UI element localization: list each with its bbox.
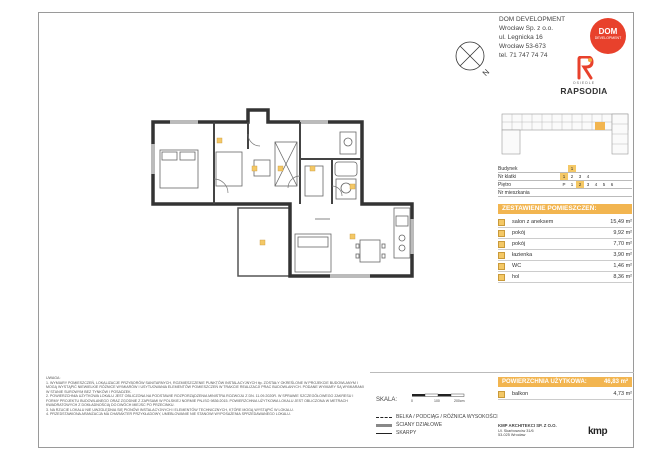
scale-tick: 0 bbox=[411, 399, 413, 403]
room-marker bbox=[498, 230, 505, 237]
room-name: łazienka bbox=[512, 252, 533, 258]
room-unit: m² bbox=[625, 274, 632, 280]
floor-cell: 4 bbox=[594, 182, 598, 187]
usable-area-label: POWIERZCHNIA UŻYTKOWA: bbox=[502, 379, 587, 385]
legend-text: BELKA / PODCIĄG / RÓŻNICA WYSOKOŚCI bbox=[396, 414, 498, 420]
room-area: 8,36 bbox=[613, 274, 625, 280]
building-cell bbox=[576, 165, 584, 172]
room-name: pokój bbox=[512, 241, 526, 247]
project-prefix: OSIEDLE bbox=[572, 81, 596, 85]
architect-address-2: 53-025 Wrocław bbox=[498, 433, 526, 438]
notes-title: UWAGA: bbox=[46, 376, 61, 380]
usable-area-unit: m² bbox=[620, 379, 628, 385]
room-area: 1,46 bbox=[613, 263, 625, 269]
dom-development-logo bbox=[590, 18, 626, 54]
architect-address-1: Ul. Skarbowców 31/6 bbox=[498, 428, 534, 433]
room-row bbox=[498, 250, 632, 261]
compass-north-label: N bbox=[480, 67, 492, 78]
room-row bbox=[498, 217, 632, 228]
project-name: RAPSODIA bbox=[560, 86, 608, 96]
room-row bbox=[498, 228, 632, 239]
room-label-marker bbox=[278, 166, 283, 171]
room-row bbox=[498, 261, 632, 272]
dom-logo-subtext: DEVELOPMENT bbox=[594, 36, 622, 40]
room-name: hol bbox=[512, 274, 520, 280]
room-label-marker bbox=[350, 234, 355, 239]
room-area: 15,49 bbox=[610, 219, 625, 225]
room-unit: m² bbox=[625, 263, 632, 269]
room-unit: m² bbox=[625, 241, 632, 247]
company-line-1: Wrocław Sp. z o.o. bbox=[499, 25, 554, 32]
room-marker bbox=[498, 274, 505, 281]
balcony-unit: m² bbox=[625, 391, 632, 397]
scale-tick: 100 bbox=[434, 399, 440, 403]
room-marker bbox=[498, 241, 505, 248]
balcony-marker bbox=[498, 391, 505, 398]
room-marker bbox=[498, 252, 505, 259]
rooms-header: ZESTAWIENIE POMIESZCZEŃ: bbox=[498, 204, 632, 214]
usable-area-header bbox=[498, 377, 632, 387]
room-label-marker bbox=[217, 138, 222, 143]
scale-tick: 200cm bbox=[454, 399, 465, 403]
floor-row bbox=[498, 181, 632, 189]
architect-info bbox=[498, 424, 557, 438]
legend-text: ŚCIANY DZIAŁOWE bbox=[396, 422, 443, 428]
staircase-row bbox=[498, 173, 632, 181]
floor-plan bbox=[150, 104, 420, 374]
dom-logo-text: DOM bbox=[598, 27, 618, 36]
legend-text: SKARPY bbox=[396, 430, 417, 436]
room-row bbox=[498, 239, 632, 250]
building-cell bbox=[560, 165, 568, 172]
room-area: 9,92 bbox=[613, 230, 625, 236]
floor-cell: P bbox=[562, 182, 566, 187]
architect-name: KMP ARCHITEKCI SP. Z O.O. bbox=[498, 423, 557, 428]
note-item: 3. NA RZUCIE LOKALU NIE UWZGLĘDNIA SIĘ PIONÓW INSTALACYJNYCH I ELEMENTÓW TECHNICZNYCH, KTÓRE MOGĄ WYSTĄPIĆ W LOKALU. bbox=[46, 407, 294, 412]
room-label-marker bbox=[350, 184, 355, 189]
scale-bar bbox=[410, 393, 466, 403]
staircase-cell: 2 bbox=[570, 174, 574, 179]
apartment-number-label: Nr mieszkania bbox=[498, 190, 530, 196]
room-marker bbox=[498, 219, 505, 226]
note-item: 4. PRZEDSTAWIONA ARANŻACJA MA CHARAKTER PRZYKŁADOWY, UMEBLOWANIE NIE STANOWI WYPOSAŻENIA SPRZEDAWANEGO LOKALU. bbox=[46, 412, 291, 417]
floor-cell: 2 bbox=[576, 181, 584, 188]
building-cell: 1 bbox=[568, 165, 576, 172]
keyplan-highlight bbox=[595, 122, 605, 130]
balcony-row bbox=[498, 389, 632, 400]
room-area: 7,70 bbox=[613, 241, 625, 247]
room-unit: m² bbox=[625, 252, 632, 258]
apartment-info-table bbox=[498, 165, 632, 197]
staircase-cell: 1 bbox=[560, 173, 568, 180]
floor-cell: 3 bbox=[586, 182, 590, 187]
rapsodia-logo bbox=[560, 56, 608, 106]
room-unit: m² bbox=[625, 230, 632, 236]
room-label-marker bbox=[310, 166, 315, 171]
room-row bbox=[498, 272, 632, 283]
room-area: 3,90 bbox=[613, 252, 625, 258]
staircase-cell: 4 bbox=[586, 174, 590, 179]
rapsodia-mark-icon bbox=[576, 56, 594, 80]
room-name: pokój bbox=[512, 230, 526, 236]
floor-cell: 1 bbox=[570, 182, 574, 187]
company-info bbox=[499, 15, 565, 60]
room-marker bbox=[498, 263, 505, 270]
room-unit: m² bbox=[625, 219, 632, 225]
legend-dashed-line bbox=[376, 417, 392, 418]
rooms-list bbox=[498, 217, 632, 283]
balcony-name: balkon bbox=[512, 391, 529, 397]
balcony-area: 4,73 bbox=[613, 391, 625, 397]
compass-icon bbox=[452, 38, 492, 78]
floor-cell: 6 bbox=[610, 182, 614, 187]
building-cell bbox=[584, 165, 592, 172]
apartment-number-row bbox=[498, 189, 632, 197]
apartment-number-cell bbox=[560, 189, 568, 196]
room-name: salon z aneksem bbox=[512, 219, 554, 225]
company-line-3: Wrocław 53-673 bbox=[499, 43, 546, 50]
room-name: WC bbox=[512, 263, 522, 269]
usable-area-value: 46,83 bbox=[603, 379, 619, 385]
key-plan bbox=[500, 108, 630, 162]
legend-thin-line bbox=[376, 433, 392, 434]
company-line-2: ul. Legnicka 16 bbox=[499, 34, 543, 41]
kmp-logo: kmp bbox=[588, 426, 608, 437]
notes-block bbox=[46, 376, 364, 417]
staircase-cell: 3 bbox=[578, 174, 582, 179]
room-label-marker bbox=[252, 166, 257, 171]
building-label: Budynek bbox=[498, 166, 518, 172]
room-label-marker bbox=[260, 240, 265, 245]
company-phone: tel. 71 747 74 74 bbox=[499, 52, 548, 59]
staircase-label: Nr klatki bbox=[498, 174, 517, 180]
scale-label: SKALA: bbox=[376, 397, 398, 403]
floor-label: Piętro bbox=[498, 182, 512, 188]
note-item: 1. WYMIARY POMIESZCZEŃ, LOKALIZACJE PRZYBORÓW SANITARNYCH, ROZMIESZCZENIE PUNKTÓW INSTALACYJNYCH itp. ZOSTAŁY OKREŚLONE W PROJEKCIE BUDOWLANYM I MOGĄ WYSTĄPIĆ NIEWIELKIE RÓŻNICE WYMIARÓW I USYTUOWANIA ELEMENTÓW POMIESZCZEŃ W TRAKCIE REALIZACJI PRAC BUDOWLANYCH. PODANE WYMIARY SĄ WYMIARAMI W STANIE SUROWYM BEZ TYNKÓW I POSADZEK. bbox=[46, 380, 364, 394]
note-item: 2. POWIERZCHNIA UŻYTKOWA LOKALU JEST OBLICZONA NA PODSTAWIE ROZPORZĄDZENIA MINISTRA ROZWOJU Z DN. 11.09.2020R. W SPRAWIE SZCZEGÓŁOWEGO ZAKRESU I FORMY PROJEKTU BUDOWLANEGO ORAZ ZGODNIE Z ZAPISAMI W POLSKIEJ NORMIE PN-ISO 9836:2015. POWIERZCHNIA UŻYTKOWA LOKALU JEST OBLICZONA W METRACH KWADRATOWYCH Z DOKŁADNOŚCIĄ DO DWÓCH MIEJSC PO PRZECINKU. bbox=[46, 394, 354, 408]
floor-cell: 5 bbox=[602, 182, 606, 187]
building-row bbox=[498, 165, 632, 173]
legend-solid-line bbox=[376, 424, 392, 427]
company-name: DOM DEVELOPMENT bbox=[499, 16, 566, 23]
